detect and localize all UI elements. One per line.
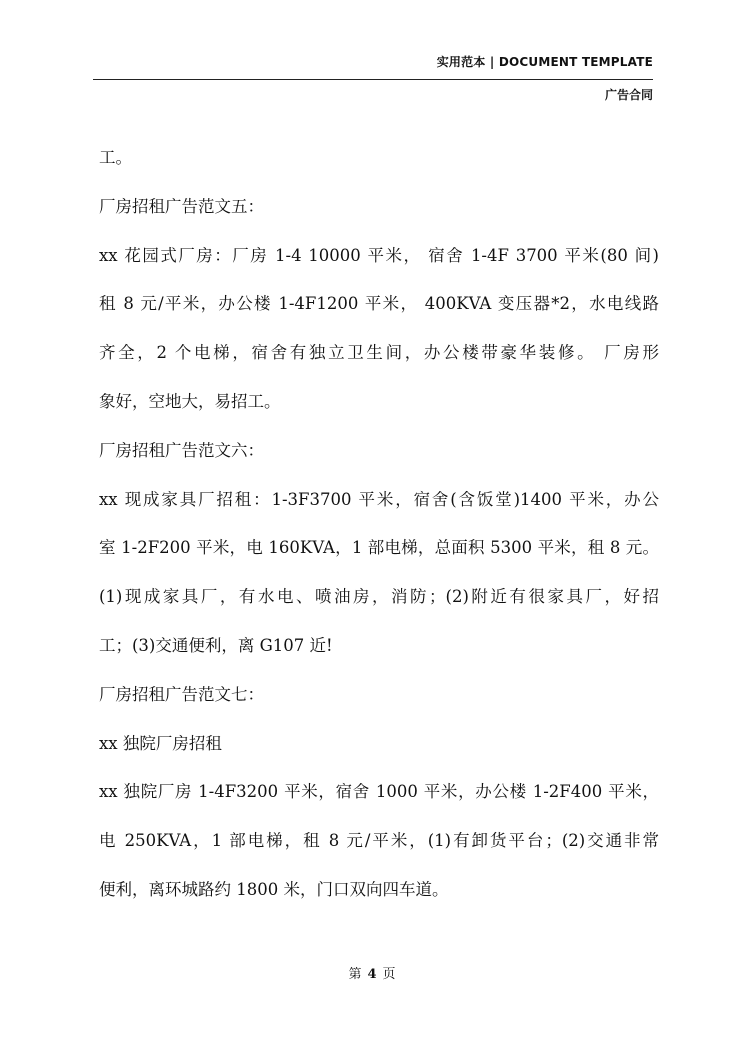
header-subtitle: 广告合同 — [604, 88, 653, 102]
text-line: 室 1-2F200 平米，电 160KVA，1 部电梯，总面积 5300 平米，租 8 元。 — [99, 538, 659, 558]
page-footer — [0, 963, 744, 982]
section-heading: 厂房招租广告范文七： — [99, 684, 264, 704]
text-line: 电 250KVA，1 部电梯，租 8 元/平米，(1)有卸货平台；(2)交通非常 — [99, 831, 659, 851]
document-body — [99, 134, 659, 915]
text-line: xx 独院厂房 1-4F3200 平米，宿舍 1000 平米，办公楼 1-2F400 平米， — [99, 782, 659, 802]
text-line: 工。 — [99, 148, 132, 167]
text-line: (1)现成家具厂，有水电、喷油房，消防；(2)附近有很家具厂，好招 — [99, 587, 659, 607]
header-divider — [93, 79, 653, 80]
section-heading: 厂房招租广告范文五： — [99, 196, 264, 216]
section-heading: 厂房招租广告范文六： — [99, 440, 264, 460]
text-line: 便利，离环城路约 1800 米，门口双向四车道。 — [99, 879, 449, 899]
text-line: xx 现成家具厂招租：1-3F3700 平米，宿舍(含饭堂)1400 平米，办公 — [99, 489, 659, 509]
footer-suffix: 页 — [382, 967, 396, 982]
text-line: 工；(3)交通便利，离 G107 近! — [99, 635, 333, 655]
footer-prefix: 第 — [348, 967, 362, 982]
text-line: 象好，空地大，易招工。 — [99, 391, 281, 411]
text-line: xx 独院厂房招租 — [99, 733, 222, 753]
page-number: 4 — [367, 967, 377, 982]
header-title: 实用范本 | DOCUMENT TEMPLATE — [436, 55, 653, 69]
text-line: xx 花园式厂房：厂房 1-4 10000 平米， 宿舍 1-4F 3700 平米(80 间) — [99, 245, 659, 265]
text-line: 齐全，2 个电梯，宿舍有独立卫生间，办公楼带豪华装修。 厂房形 — [99, 343, 659, 363]
text-line: 租 8 元/平米，办公楼 1-4F1200 平米， 400KVA 变压器*2，水电线路 — [99, 294, 659, 314]
